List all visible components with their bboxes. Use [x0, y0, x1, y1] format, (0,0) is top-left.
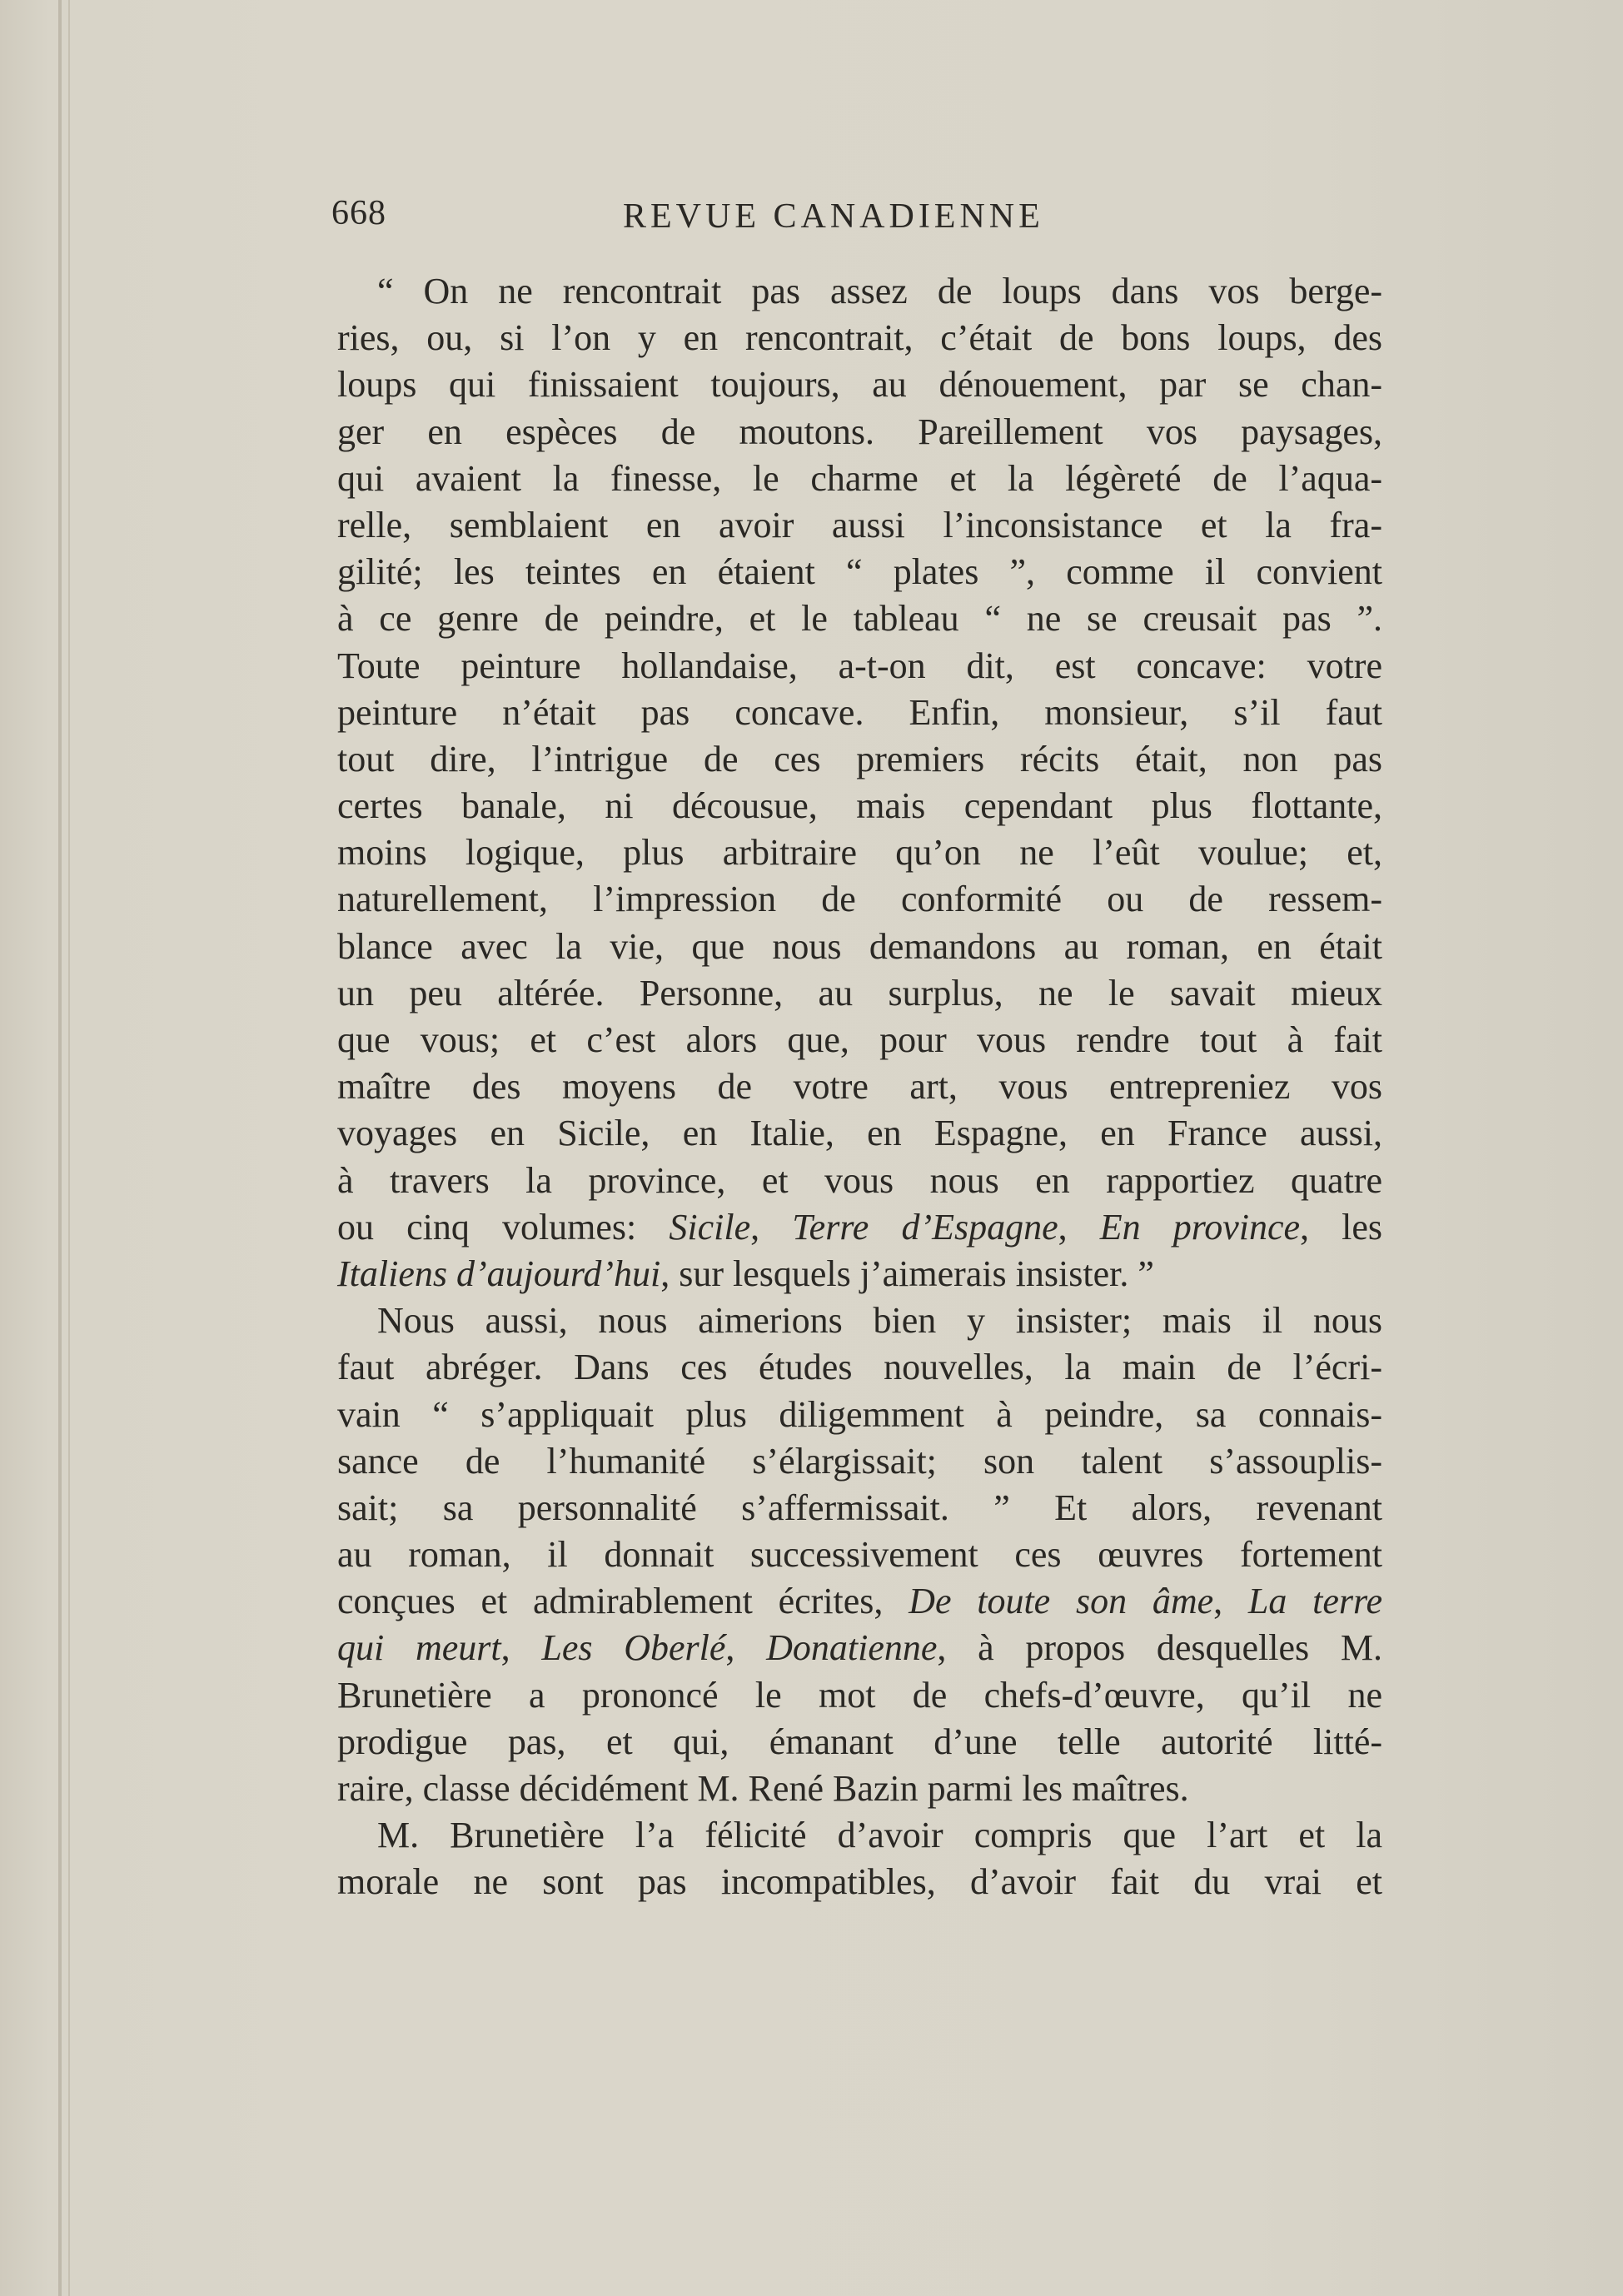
text-segment: tout dire, l’intrigue de ces premiers récits était, non pas	[337, 738, 1382, 779]
text-segment: certes banale, ni décousue, mais cependant plus flottante,	[337, 785, 1382, 827]
text-line	[337, 1578, 1382, 1625]
text-segment: vain “ s’appliquait plus diligemment à peindre, sa connais-	[337, 1393, 1382, 1435]
text-segment: au roman, il donnait successivement ces œuvres fortement	[337, 1534, 1382, 1576]
text-line	[337, 502, 1382, 549]
page-gutter-line-inner	[68, 0, 70, 2296]
italic-title: Les Oberlé	[541, 1627, 726, 1669]
text-segment: sait; sa personnalité s’affermissait. ” Et alors, revenant	[337, 1487, 1382, 1528]
text-line	[337, 829, 1382, 876]
text-segment: ,	[1213, 1581, 1248, 1622]
text-segment: , à propos desquelles M.	[937, 1627, 1383, 1669]
text-line	[337, 783, 1382, 829]
text-line	[337, 1344, 1382, 1391]
text-segment: , sur lesquels j’aimerais insister. ”	[660, 1253, 1154, 1294]
text-line	[337, 970, 1382, 1017]
text-line	[337, 1063, 1382, 1110]
text-line	[337, 924, 1382, 970]
text-segment: Nous aussi, nous aimerions bien y insister; mais il nous	[377, 1300, 1382, 1342]
italic-title: En province	[1099, 1206, 1301, 1248]
text-segment: que vous; et c’est alors que, pour vous rendre tout à fait	[337, 1019, 1382, 1060]
text-segment: gilité; les teintes en étaient “ plates ”, comme il convient	[337, 551, 1382, 593]
italic-title: La terre	[1247, 1581, 1383, 1622]
text-segment: voyages en Sicile, en Italie, en Espagne, en France aussi,	[337, 1113, 1382, 1154]
text-line	[337, 268, 1382, 315]
text-segment: sance de l’humanité s’élargissait; son talent s’assouplis-	[337, 1440, 1382, 1482]
running-title: REVUE CANADIENNE	[623, 197, 1044, 236]
text-line	[337, 876, 1382, 923]
text-segment: qui avaient la finesse, le charme et la légèreté de l’aqua-	[337, 457, 1382, 499]
text-segment: ,	[500, 1627, 542, 1669]
text-line	[337, 1485, 1382, 1531]
text-segment: naturellement, l’impression de conformité ou de ressem-	[337, 879, 1382, 920]
text-line	[337, 595, 1382, 642]
text-line	[337, 1204, 1382, 1251]
text-line	[337, 315, 1382, 361]
text-line	[337, 1297, 1382, 1344]
text-line	[337, 1625, 1382, 1671]
text-segment: un peu altérée. Personne, au surplus, ne le savait mieux	[337, 972, 1382, 1014]
italic-title: qui meurt	[337, 1627, 501, 1669]
text-line	[337, 1251, 1382, 1297]
text-line	[337, 643, 1382, 690]
text-segment: ,	[750, 1206, 793, 1248]
text-line	[337, 1531, 1382, 1578]
text-segment: Brunetière a prononcé le mot de chefs-d’œuvre, qu’il ne	[337, 1674, 1382, 1716]
page-number: 668	[331, 194, 386, 232]
text-line	[337, 409, 1382, 456]
text-segment: blance avec la vie, que nous demandons au roman, en était	[337, 925, 1382, 967]
text-segment: faut abréger. Dans ces études nouvelles, la main de l’écri-	[337, 1347, 1382, 1388]
text-segment: conçues et admirablement écrites,	[337, 1581, 909, 1622]
text-segment: à travers la province, et vous nous en rapportiez quatre	[337, 1159, 1382, 1201]
text-line	[337, 1672, 1382, 1719]
text-segment: Toute peinture hollandaise, a-t-on dit, est concave: votre	[337, 645, 1382, 686]
page-header	[331, 193, 1377, 243]
text-line	[337, 1438, 1382, 1485]
italic-title: Sicile	[669, 1206, 751, 1248]
text-line	[337, 1158, 1382, 1204]
text-segment: ,	[725, 1627, 767, 1669]
text-segment: prodigue pas, et qui, émanant d’une telle autorité litté-	[337, 1721, 1382, 1762]
text-segment: “ On ne rencontrait pas assez de loups dans vos berge-	[377, 271, 1382, 311]
text-line	[337, 690, 1382, 736]
text-line	[337, 1859, 1382, 1905]
text-segment: moins logique, plus arbitraire qu’on ne l’eût voulue; et,	[337, 832, 1382, 874]
text-line	[337, 1719, 1382, 1766]
text-segment: maître des moyens de votre art, vous entrepreniez vos	[337, 1066, 1382, 1108]
text-segment: M. Brunetière l’a félicité d’avoir compris que l’art et la	[377, 1815, 1382, 1856]
italic-title: Donatienne	[766, 1627, 938, 1669]
text-segment: ou cinq volumes:	[337, 1206, 670, 1248]
italic-title: Terre d’Espagne	[792, 1206, 1058, 1248]
text-segment: morale ne sont pas incompatibles, d’avoir fait du vrai et	[337, 1861, 1382, 1903]
text-line	[337, 1392, 1382, 1438]
text-line	[337, 1017, 1382, 1063]
text-segment: à ce genre de peindre, et le tableau “ ne se creusait pas ”.	[337, 598, 1382, 640]
text-segment: relle, semblaient en avoir aussi l’inconsistance et la fra-	[337, 504, 1382, 545]
text-line	[337, 456, 1382, 502]
text-segment: peinture n’était pas concave. Enfin, monsieur, s’il faut	[337, 691, 1382, 733]
text-line	[337, 549, 1382, 595]
body-text	[337, 268, 1382, 1906]
text-line	[337, 1766, 1382, 1812]
text-segment: raire, classe décidément M. René Bazin parmi les maîtres.	[337, 1768, 1189, 1809]
text-line	[337, 361, 1382, 408]
text-segment: ,	[1058, 1206, 1100, 1248]
text-line	[337, 1110, 1382, 1157]
text-segment: , les	[1300, 1206, 1382, 1248]
italic-title: De toute son âme	[909, 1581, 1214, 1622]
text-segment: ries, ou, si l’on y en rencontrait, c’était de bons loups, des	[337, 317, 1382, 359]
text-segment: ger en espèces de moutons. Pareillement vos paysages,	[337, 411, 1382, 452]
text-line	[337, 1812, 1382, 1859]
text-segment: loups qui finissaient toujours, au dénouement, par se chan-	[337, 364, 1382, 406]
text-line	[337, 736, 1382, 783]
italic-title: Italiens d’aujourd’hui	[337, 1253, 661, 1294]
page-gutter-line	[58, 0, 62, 2296]
